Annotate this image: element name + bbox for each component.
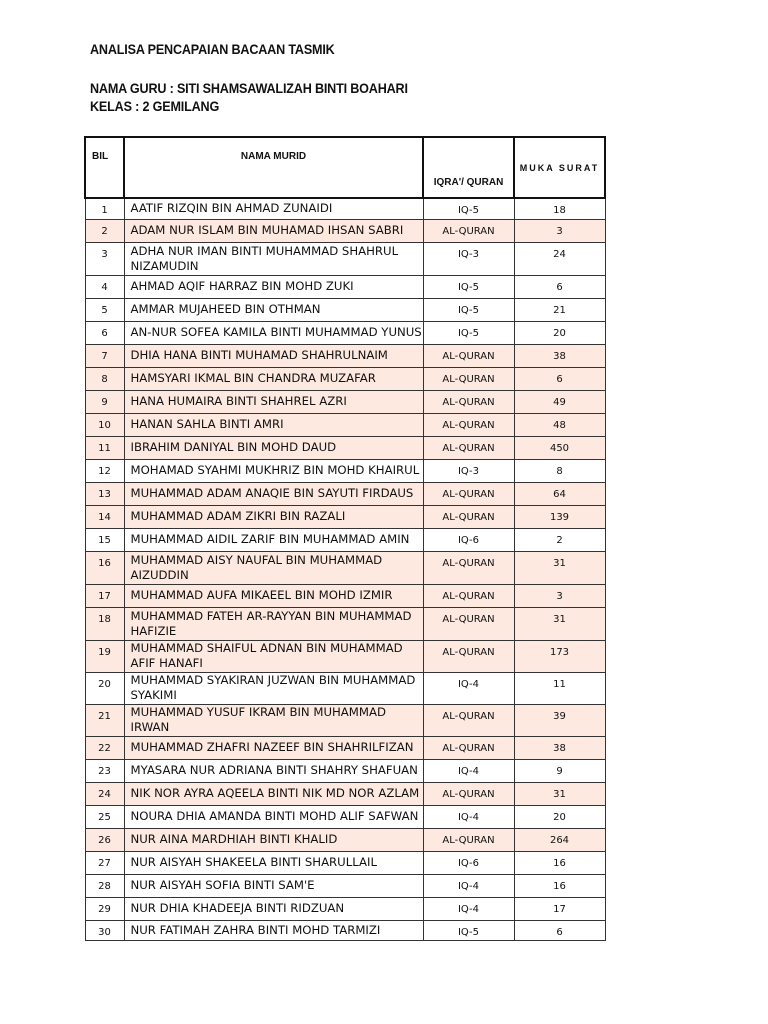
student-reading-table (84, 136, 606, 941)
reading-type: AL-QURAN (423, 413, 514, 436)
student-name: MUHAMMAD AIDIL ZARIF BIN MUHAMMAD AMIN (124, 528, 423, 551)
student-name: MYASARA NUR ADRIANA BINTI SHAHRY SHAFUAN (124, 759, 423, 782)
table-row (85, 851, 605, 874)
student-name: MUHAMMAD ZHAFRI NAZEEF BIN SHAHRILFIZAN (124, 736, 423, 759)
reading-type: IQ-4 (423, 759, 514, 782)
row-number: 23 (85, 759, 124, 782)
student-name: MUHAMMAD AUFA MIKAEEL BIN MOHD IZMIR (124, 584, 423, 607)
student-name: NUR FATIMAH ZAHRA BINTI MOHD TARMIZI (124, 920, 423, 940)
document-title: ANALISA PENCAPAIAN BACAAN TASMIK (90, 41, 335, 57)
page-number: 49 (514, 390, 605, 413)
student-name: DHIA HANA BINTI MUHAMAD SHAHRULNAIM (124, 344, 423, 367)
row-number: 9 (85, 390, 124, 413)
page-number: 264 (514, 828, 605, 851)
table-row (85, 805, 605, 828)
table-row (85, 344, 605, 367)
row-number: 22 (85, 736, 124, 759)
class-name-line: KELAS : 2 GEMILANG (90, 98, 220, 114)
student-name: NUR DHIA KHADEEJA BINTI RIDZUAN (124, 897, 423, 920)
table-row (85, 298, 605, 321)
student-name: NUR AISYAH SOFIA BINTI SAM'E (124, 874, 423, 897)
reading-type: AL-QURAN (423, 607, 514, 640)
row-number: 15 (85, 528, 124, 551)
row-number: 2 (85, 219, 124, 242)
table-row (85, 321, 605, 344)
row-number: 24 (85, 782, 124, 805)
student-name: MOHAMAD SYAHMI MUKHRIZ BIN MOHD KHAIRUL (124, 459, 423, 482)
student-name: MUHAMMAD ADAM ZIKRI BIN RAZALI (124, 505, 423, 528)
table-row (85, 459, 605, 482)
reading-type: IQ-4 (423, 805, 514, 828)
reading-type: IQ-3 (423, 459, 514, 482)
student-name: MUHAMMAD ADAM ANAQIE BIN SAYUTI FIRDAUS (124, 482, 423, 505)
page-number: 21 (514, 298, 605, 321)
page-number: 20 (514, 805, 605, 828)
table-row (85, 367, 605, 390)
reading-type: AL-QURAN (423, 736, 514, 759)
header-page-number: MUKA SURAT (514, 137, 605, 198)
row-number: 5 (85, 298, 124, 321)
reading-type: AL-QURAN (423, 782, 514, 805)
page-number: 64 (514, 482, 605, 505)
reading-type: IQ-5 (423, 198, 514, 219)
student-name: AN-NUR SOFEA KAMILA BINTI MUHAMMAD YUNUS (124, 321, 423, 344)
student-name: MUHAMMAD FATEH AR-RAYYAN BIN MUHAMMAD HAFIZIE (124, 607, 423, 640)
row-number: 29 (85, 897, 124, 920)
page-number: 16 (514, 851, 605, 874)
table-row (85, 242, 605, 275)
row-number: 16 (85, 551, 124, 584)
table-row (85, 920, 605, 940)
page-number: 6 (514, 367, 605, 390)
student-name: NUR AINA MARDHIAH BINTI KHALID (124, 828, 423, 851)
row-number: 13 (85, 482, 124, 505)
table-row (85, 874, 605, 897)
table-row (85, 897, 605, 920)
student-name: AATIF RIZQIN BIN AHMAD ZUNAIDI (124, 198, 423, 219)
row-number: 1 (85, 198, 124, 219)
table-row (85, 607, 605, 640)
student-name: MUHAMMAD AISY NAUFAL BIN MUHAMMAD AIZUDDIN (124, 551, 423, 584)
page-number: 173 (514, 640, 605, 672)
header-iqra-quran: IQRA'/ QURAN (423, 137, 514, 198)
table-row (85, 505, 605, 528)
reading-type: AL-QURAN (423, 584, 514, 607)
row-number: 12 (85, 459, 124, 482)
page-number: 38 (514, 344, 605, 367)
page-number: 9 (514, 759, 605, 782)
reading-type: AL-QURAN (423, 482, 514, 505)
reading-type: IQ-5 (423, 920, 514, 940)
row-number: 21 (85, 704, 124, 736)
page-number: 24 (514, 242, 605, 275)
page-number: 3 (514, 584, 605, 607)
reading-type: IQ-5 (423, 298, 514, 321)
reading-type: AL-QURAN (423, 640, 514, 672)
page-number: 16 (514, 874, 605, 897)
page-number: 31 (514, 782, 605, 805)
table-row (85, 640, 605, 672)
row-number: 20 (85, 672, 124, 704)
student-name: MUHAMMAD YUSUF IKRAM BIN MUHAMMAD IRWAN (124, 704, 423, 736)
row-number: 6 (85, 321, 124, 344)
reading-type: IQ-5 (423, 275, 514, 298)
table-header-row (85, 137, 605, 198)
reading-type: IQ-5 (423, 321, 514, 344)
page-number: 11 (514, 672, 605, 704)
student-name: HANA HUMAIRA BINTI SHAHREL AZRI (124, 390, 423, 413)
student-name: ADAM NUR ISLAM BIN MUHAMAD IHSAN SABRI (124, 219, 423, 242)
reading-type: AL-QURAN (423, 367, 514, 390)
table-body (85, 198, 605, 940)
reading-type: IQ-6 (423, 528, 514, 551)
table-row (85, 436, 605, 459)
row-number: 17 (85, 584, 124, 607)
reading-type: AL-QURAN (423, 390, 514, 413)
row-number: 18 (85, 607, 124, 640)
reading-type: IQ-3 (423, 242, 514, 275)
page-number: 6 (514, 920, 605, 940)
table-row (85, 551, 605, 584)
student-name: ADHA NUR IMAN BINTI MUHAMMAD SHAHRUL NIZAMUDIN (124, 242, 423, 275)
page-number: 38 (514, 736, 605, 759)
student-name: AHMAD AQIF HARRAZ BIN MOHD ZUKI (124, 275, 423, 298)
student-name: NIK NOR AYRA AQEELA BINTI NIK MD NOR AZLAM (124, 782, 423, 805)
page-number: 31 (514, 607, 605, 640)
row-number: 8 (85, 367, 124, 390)
student-name: HANAN SAHLA BINTI AMRI (124, 413, 423, 436)
row-number: 26 (85, 828, 124, 851)
table-row (85, 704, 605, 736)
table-row (85, 528, 605, 551)
student-name: MUHAMMAD SYAKIRAN JUZWAN BIN MUHAMMAD SYAKIMI (124, 672, 423, 704)
table-row (85, 584, 605, 607)
student-name: NOURA DHIA AMANDA BINTI MOHD ALIF SAFWAN (124, 805, 423, 828)
student-name: MUHAMMAD SHAIFUL ADNAN BIN MUHAMMAD AFIF HANAFI (124, 640, 423, 672)
header-student-name: NAMA MURID (124, 137, 423, 198)
page-number: 6 (514, 275, 605, 298)
row-number: 14 (85, 505, 124, 528)
reading-type: IQ-4 (423, 874, 514, 897)
page-number: 39 (514, 704, 605, 736)
table-row (85, 672, 605, 704)
row-number: 7 (85, 344, 124, 367)
reading-type: IQ-4 (423, 897, 514, 920)
table-row (85, 413, 605, 436)
table-row (85, 219, 605, 242)
row-number: 11 (85, 436, 124, 459)
reading-type: AL-QURAN (423, 219, 514, 242)
student-name: AMMAR MUJAHEED BIN OTHMAN (124, 298, 423, 321)
reading-type: AL-QURAN (423, 436, 514, 459)
student-name: IBRAHIM DANIYAL BIN MOHD DAUD (124, 436, 423, 459)
reading-type: AL-QURAN (423, 704, 514, 736)
table-row (85, 759, 605, 782)
row-number: 25 (85, 805, 124, 828)
page-number: 3 (514, 219, 605, 242)
reading-type: AL-QURAN (423, 828, 514, 851)
page-number: 31 (514, 551, 605, 584)
page-number: 48 (514, 413, 605, 436)
table-row (85, 782, 605, 805)
row-number: 28 (85, 874, 124, 897)
page-number: 450 (514, 436, 605, 459)
teacher-name-line: NAMA GURU : SITI SHAMSAWALIZAH BINTI BOAHARI (90, 80, 408, 96)
row-number: 27 (85, 851, 124, 874)
row-number: 30 (85, 920, 124, 940)
page-number: 8 (514, 459, 605, 482)
reading-type: AL-QURAN (423, 505, 514, 528)
table-row (85, 275, 605, 298)
reading-type: IQ-6 (423, 851, 514, 874)
page-number: 2 (514, 528, 605, 551)
page-number: 17 (514, 897, 605, 920)
reading-type: AL-QURAN (423, 344, 514, 367)
table-row (85, 736, 605, 759)
table-row (85, 198, 605, 219)
header-bil: BIL (85, 137, 124, 198)
student-name: HAMSYARI IKMAL BIN CHANDRA MUZAFAR (124, 367, 423, 390)
row-number: 10 (85, 413, 124, 436)
reading-type: IQ-4 (423, 672, 514, 704)
row-number: 19 (85, 640, 124, 672)
student-name: NUR AISYAH SHAKEELA BINTI SHARULLAIL (124, 851, 423, 874)
row-number: 3 (85, 242, 124, 275)
page-number: 139 (514, 505, 605, 528)
reading-type: AL-QURAN (423, 551, 514, 584)
table-row (85, 482, 605, 505)
row-number: 4 (85, 275, 124, 298)
page-number: 18 (514, 198, 605, 219)
table-row (85, 390, 605, 413)
page-number: 20 (514, 321, 605, 344)
table-row (85, 828, 605, 851)
